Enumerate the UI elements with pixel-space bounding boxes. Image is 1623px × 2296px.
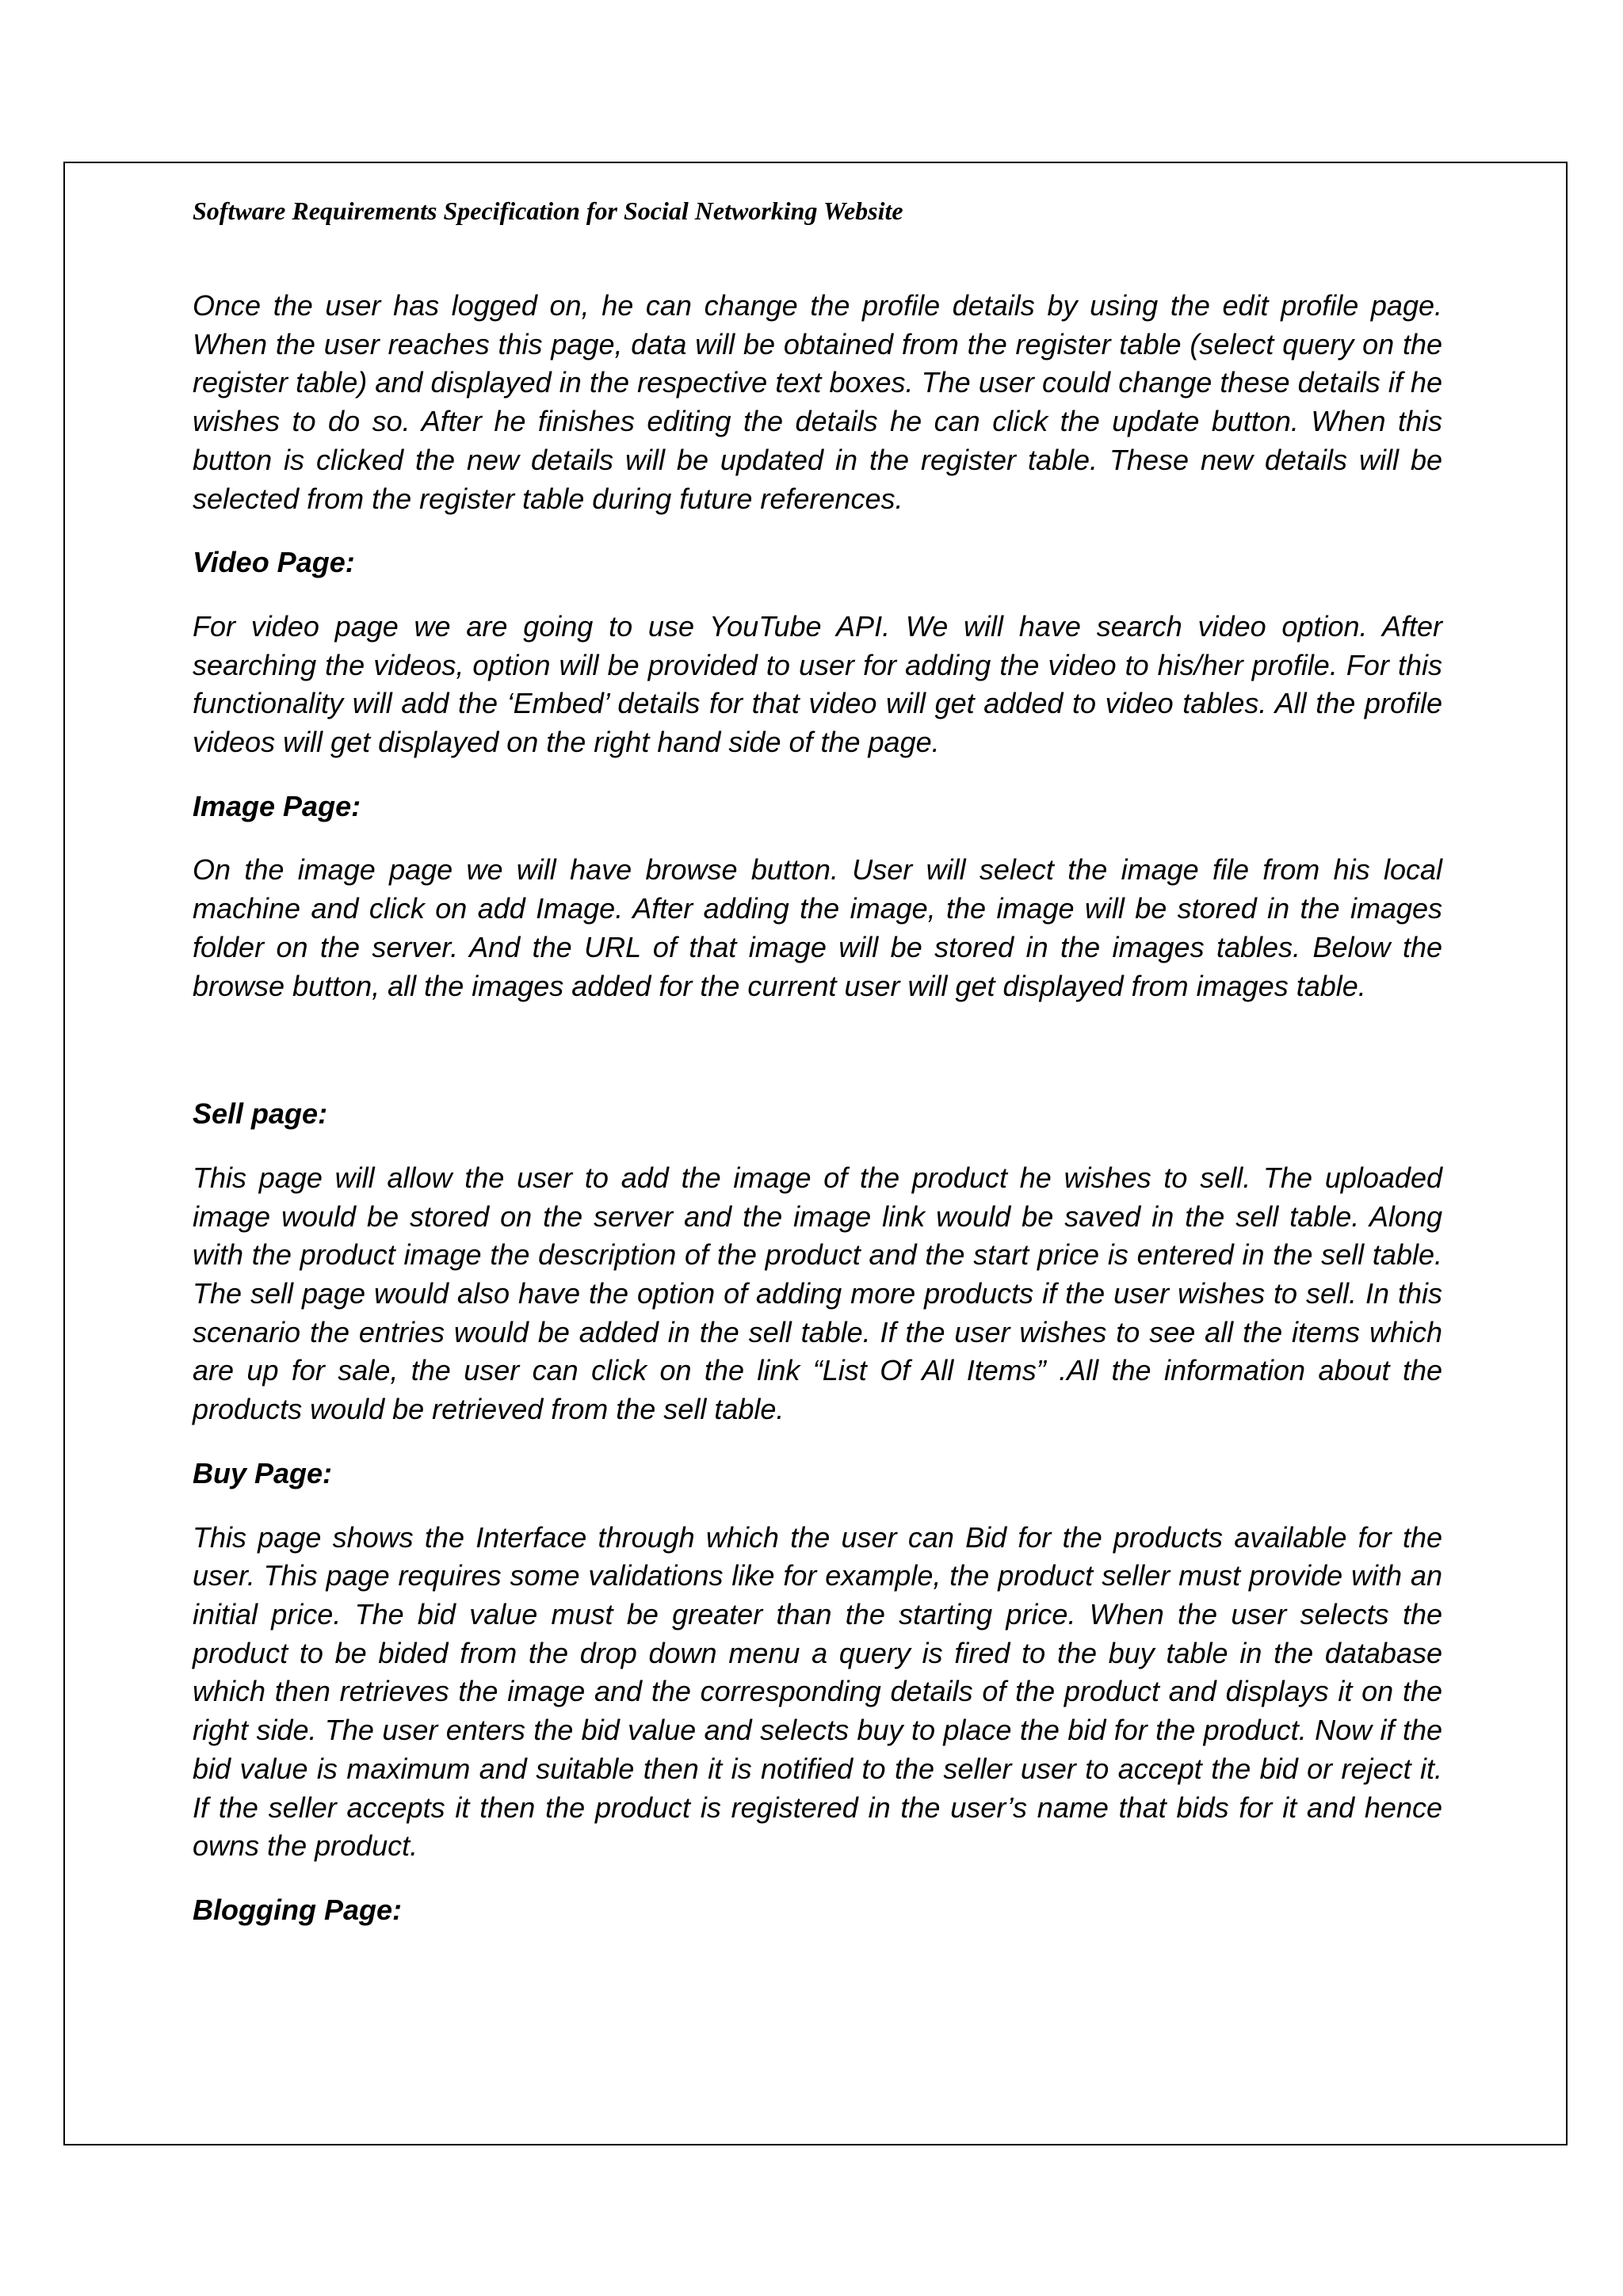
heading-video-page: Video Page: [193, 546, 355, 579]
heading-buy-page: Buy Page: [193, 1456, 333, 1489]
paragraph-video-page: For video page we are going to use YouTube API. We will have search video option. After searching the videos, option will be provided to user for adding the video to his/her profile. For this functionality will add the ‘Embed’ details for that video will get added to video tables. All the profile videos will get displayed on the right hand side of the page. [193, 609, 1442, 759]
paragraph-image-page: On the image page we will have browse button. User will select the image file from his local machine and click on add Image. After adding the image, the image will be stored in the images folder on the server. And the URL of that image will be stored in the images tables. Below the browse button, all the images added for the current user will get displayed from images table. [193, 853, 1442, 1002]
heading-sell-page: Sell page: [193, 1097, 328, 1131]
document-body [193, 287, 1442, 1930]
heading-image-page: Image Page: [193, 789, 361, 822]
paragraph-buy-page: This page shows the Interface through which the user can Bid for the products available for the user. This page requires some validations like for example, the product seller must provide with an initial price. The bid value must be greater than the starting price. When the user selects the product to be bided from the drop down menu a query is fired to the buy table in the database which then retrieves the image and the corresponding details of the product and displays it on the right side. The user enters the bid value and selects buy to place the bid for the product. Now if the bid value is maximum and suitable then it is notified to the seller user to accept the bid or reject it. If the seller accepts it then the product is registered in the user’s name that bids for it and hence owns the product. [193, 1520, 1442, 1863]
heading-blogging-page: Blogging Page: [193, 1893, 402, 1926]
running-header: Software Requirements Specification for Social Networking Website [193, 196, 903, 225]
paragraph-edit-profile: Once the user has logged on, he can change the profile details by using the edit profile page. When the user reaches this page, data will be obtained from the register table (select query on the register table) and displayed in the respective text boxes. The user could change these details if he wishes to do so. After he finishes editing the details he can click the update button. When this button is clicked the new details will be updated in the register table. These new details will be selected from the register table during future references. [193, 289, 1442, 515]
paragraph-sell-page: This page will allow the user to add the image of the product he wishes to sell. The uploaded image would be stored on the server and the image link would be saved in the sell table. Along with the product image the description of the product and the start price is entered in the sell table. The sell page would also have the option of adding more products if the user wishes to sell. In this scenario the entries would be added in the sell table. If the user wishes to see all the items which are up for sale, the user can click on the link “List Of All Items” .All the information about the products would be retrieved from the sell table. [193, 1161, 1442, 1426]
